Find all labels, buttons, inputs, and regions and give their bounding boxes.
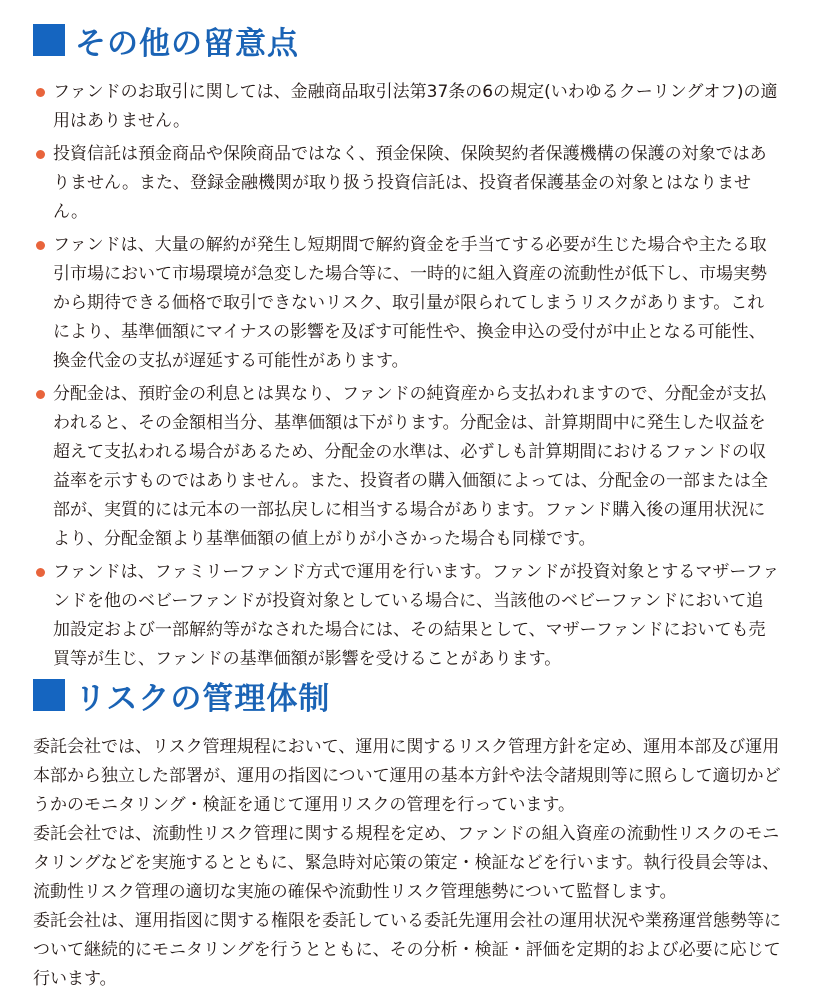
section-title: その他の留意点 <box>75 25 299 62</box>
list-item-text: 分配金は、預貯金の利息とは異なり、ファンドの純資産から支払われますので、分配金が支払われると、その金額相当分、基準価額は下がります。分配金は、計算期間中に発生した収益を超えて支払われる場合があるため、分配金の水準は、必ずしも計算期間におけるファンドの収益率を示すものではありません。また、投資者の購入価額によっては、分配金の一部または全部が、実質的には元本の一部払戻しに相当する場合があります。ファンド購入後の運用状況により、分配金額より基準価額の値上がりが小さかった場合も同様です。 <box>53 384 769 549</box>
paragraph: 委託会社は、運用指図に関する権限を委託している委託先運用会社の運用状況や業務運営態勢等について継続的にモニタリングを行うとともに、その分析・検証・評価を定期的および必要に応じて行います。 <box>33 911 781 989</box>
bullet-icon <box>36 150 45 159</box>
list-item-text: ファンドのお取引に関しては、金融商品取引法第37条の6の規定(いわゆるクーリングオフ)の適用はありません。 <box>53 82 778 131</box>
risk-management-body <box>33 733 793 994</box>
bullet-icon <box>36 568 45 577</box>
bullet-icon <box>36 241 45 250</box>
list-item <box>36 558 780 674</box>
list-item <box>36 140 780 227</box>
notes-list <box>36 78 780 678</box>
list-item-text: ファンドは、ファミリーファンド方式で運用を行います。ファンドが投資対象とするマザーファンドを他のベビーファンドが投資対象としている場合に、当該他のベビーファンドにおいて追加設定および一部解約等がなされた場合には、その結果として、マザーファンドにおいても売買等が生じ、ファンドの基準価額が影響を受けることがあります。 <box>53 562 780 669</box>
list-item-text: ファンドは、大量の解約が発生し短期間で解約資金を手当てする必要が生じた場合や主たる取引市場において市場環境が急変した場合等に、一時的に組入資産の流動性が低下し、市場実勢から期待できる価格で取引できないリスク、取引量が限られてしまうリスクがあります。これにより、基準価額にマイナスの影響を及ぼす可能性や、換金申込の受付が中止となる可能性、換金代金の支払が遅延する可能性があります。 <box>53 235 767 371</box>
bullet-icon <box>36 390 45 399</box>
paragraph: 委託会社では、流動性リスク管理に関する規程を定め、ファンドの組入資産の流動性リスクのモニタリングなどを実施するとともに、緊急時対応策の策定・検証などを行います。執行役員会等は、流動性リスク管理の適切な実施の確保や流動性リスク管理態勢について監督します。 <box>33 824 780 902</box>
bullet-icon <box>36 88 45 97</box>
heading-square-icon <box>33 24 65 56</box>
section-heading-notes <box>33 18 299 62</box>
section-title: リスクの管理体制 <box>75 680 331 717</box>
list-item <box>36 78 780 136</box>
list-item <box>36 380 780 554</box>
list-item-text: 投資信託は預金商品や保険商品ではなく、預金保険、保険契約者保護機構の保護の対象ではありません。また、登録金融機関が取り扱う投資信託は、投資者保護基金の対象とはなりません。 <box>53 144 767 222</box>
section-heading-risk-management <box>33 673 330 717</box>
list-item <box>36 231 780 376</box>
heading-square-icon <box>33 679 65 711</box>
paragraph: 委託会社では、リスク管理規程において、運用に関するリスク管理方針を定め、運用本部及び運用本部から独立した部署が、運用の指図について運用の基本方針や法令諸規則等に照らして適切かどうかのモニタリング・検証を通じて運用リスクの管理を行っています。 <box>33 737 781 815</box>
